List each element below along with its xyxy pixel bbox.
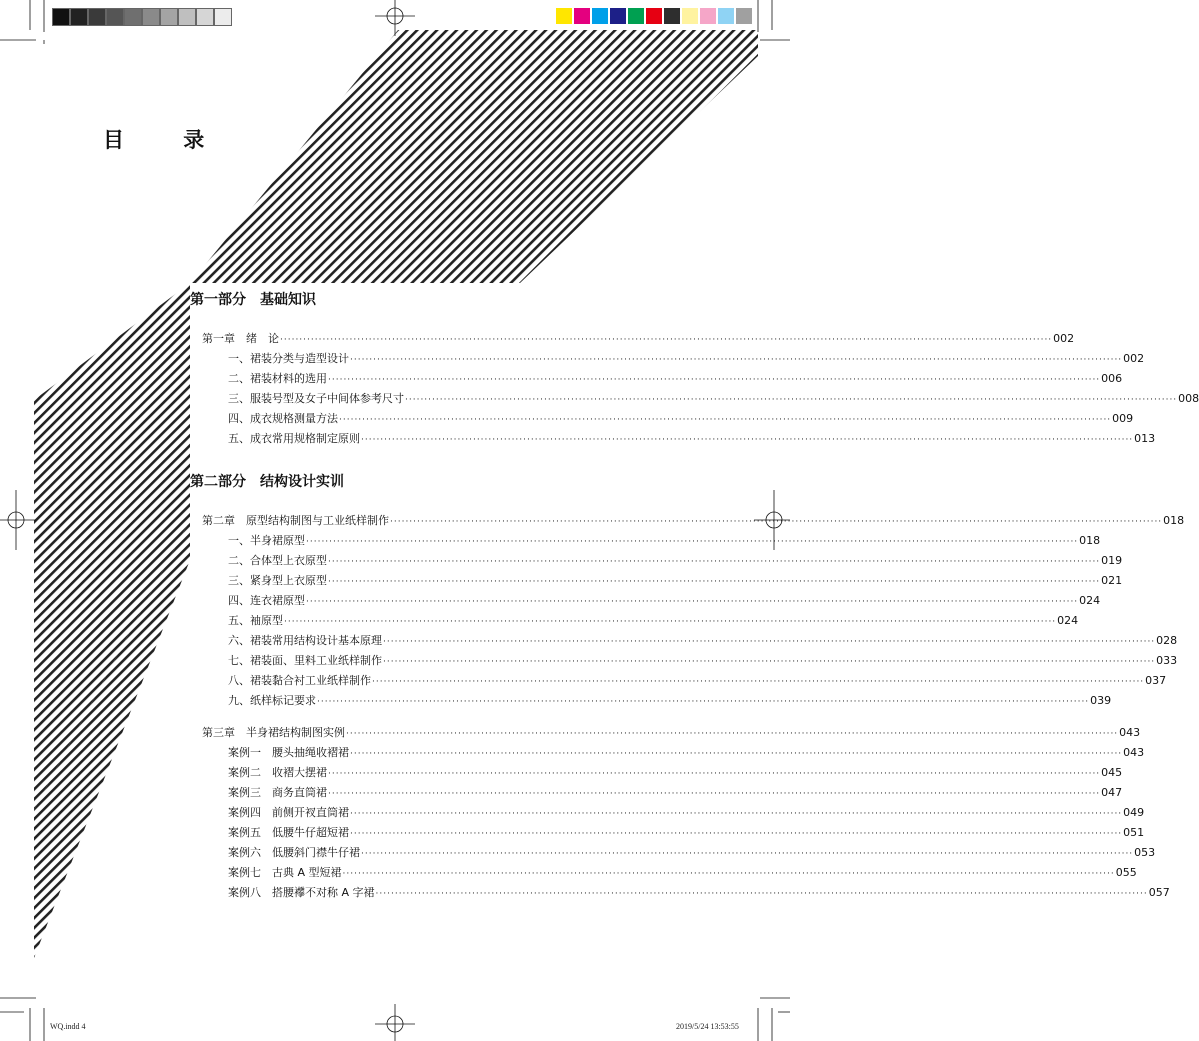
toc-item[interactable] [228,553,1123,569]
entry-page-number: 018 [1163,514,1185,527]
entry-page-number: 053 [1134,846,1156,859]
entry-label: 七、裙装面、里料工业纸样制作 [228,654,382,667]
entry-label: 四、连衣裙原型 [228,594,305,607]
entry-page-number: 047 [1101,786,1123,799]
entry-page-number: 024 [1079,594,1101,607]
entry-label: 一、半身裙原型 [228,534,305,547]
entry-label: 一、裙装分类与造型设计 [228,352,349,365]
entry-page-number: 002 [1053,332,1075,345]
hatch-upper [190,30,758,283]
gray-swatch [106,8,124,26]
toc-item[interactable] [228,765,1123,781]
process-swatch [610,8,626,24]
entry-label: 五、成衣常用规格制定原则 [228,432,360,445]
toc-item[interactable] [228,805,1145,821]
entry-page-number: 008 [1178,392,1199,405]
entry-page-number: 018 [1079,534,1101,547]
slug-timestamp: 2019/5/24 13:53:55 [676,1022,739,1031]
dot-leader: ········································································································································································································ [280,335,1053,345]
process-swatch [628,8,644,24]
entry-label: 二、合体型上衣原型 [228,554,327,567]
entry-page-number: 028 [1156,634,1178,647]
entry-page-number: 049 [1123,806,1145,819]
entry-label: 案例八 搭腰襻不对称 A 字裙 [228,886,375,899]
dot-leader: ········································································································································································································ [383,637,1156,647]
gray-swatch [214,8,232,26]
entry-label: 三、紧身型上衣原型 [228,574,327,587]
gray-swatch [196,8,214,26]
dot-leader: ········································································································································································································ [339,415,1112,425]
entry-label: 四、成衣规格测量方法 [228,412,338,425]
toc-item[interactable] [228,865,1137,881]
dot-leader: ········································································································································································································ [306,537,1079,547]
toc-item[interactable] [228,431,1156,447]
entry-page-number: 037 [1145,674,1167,687]
toc-item[interactable] [228,633,1178,649]
entry-page-number: 043 [1119,726,1141,739]
part-title: 第一部分 基础知识 [190,292,316,308]
process-swatch [592,8,608,24]
dot-leader: ········································································································································································································ [328,577,1101,587]
dot-leader: ········································································································································································································ [390,517,1163,527]
dot-leader: ········································································································································································································ [405,395,1178,405]
entry-label: 五、袖原型 [228,614,283,627]
process-swatch [664,8,680,24]
entry-page-number: 021 [1101,574,1123,587]
toc-item[interactable] [228,613,1079,629]
dot-leader: ········································································································································································································ [361,435,1134,445]
toc-item[interactable] [228,885,1170,901]
toc-item[interactable] [228,845,1156,861]
process-swatch [574,8,590,24]
entry-page-number: 043 [1123,746,1145,759]
toc-item[interactable] [228,411,1134,427]
toc-item[interactable] [228,825,1145,841]
gray-swatch [178,8,196,26]
dot-leader: ········································································································································································································ [306,597,1079,607]
process-swatch [700,8,716,24]
entry-page-number: 019 [1101,554,1123,567]
entry-label: 二、裙装材料的选用 [228,372,327,385]
entry-page-number: 055 [1115,866,1137,879]
dot-leader: ········································································································································································································ [383,657,1156,667]
dot-leader: ········································································································································································································ [346,729,1119,739]
dot-leader: ········································································································································································································ [350,355,1123,365]
dot-leader: ········································································································································································································ [317,697,1090,707]
process-swatch [646,8,662,24]
entry-label: 案例一 腰头抽绳收褶裙 [228,746,349,759]
dot-leader: ········································································································································································································ [350,829,1123,839]
dot-leader: ········································································································································································································ [328,769,1101,779]
dot-leader: ········································································································································································································ [328,789,1101,799]
chapter-entry[interactable] [202,513,1185,529]
dot-leader: ········································································································································································································ [361,849,1134,859]
page-title: 目 录 [103,128,231,152]
entry-label: 案例四 前侧开衩直筒裙 [228,806,349,819]
entry-label: 案例三 商务直筒裙 [228,786,327,799]
dot-leader: ········································································································································································································ [372,677,1145,687]
dot-leader: ········································································································································································································ [350,809,1123,819]
toc-item[interactable] [228,785,1123,801]
entry-page-number: 013 [1134,432,1156,445]
toc-item[interactable] [228,693,1112,709]
entry-page-number: 009 [1112,412,1134,425]
gray-swatch [70,8,88,26]
entry-page-number: 045 [1101,766,1123,779]
entry-page-number: 024 [1057,614,1079,627]
gray-swatch [160,8,178,26]
toc-item[interactable] [228,533,1101,549]
entry-label: 八、裙装黏合衬工业纸样制作 [228,674,371,687]
toc-item[interactable] [228,593,1101,609]
toc-item[interactable] [228,391,1199,407]
gray-swatch [88,8,106,26]
entry-label: 案例五 低腰牛仔超短裙 [228,826,349,839]
chapter-entry[interactable] [202,725,1141,741]
process-swatch [736,8,752,24]
toc-item[interactable] [228,573,1123,589]
gray-swatch [124,8,142,26]
entry-label: 六、裙装常用结构设计基本原理 [228,634,382,647]
entry-page-number: 033 [1156,654,1178,667]
entry-page-number: 051 [1123,826,1145,839]
chapter-entry[interactable] [202,331,1075,347]
process-swatch [718,8,734,24]
dot-leader: ········································································································································································································ [350,749,1123,759]
dot-leader: ········································································································································································································ [328,557,1101,567]
entry-label: 案例二 收褶大摆裙 [228,766,327,779]
dot-leader: ········································································································································································································ [375,889,1148,899]
toc-item[interactable] [228,745,1145,761]
slug-file-name: WQ.indd 4 [50,1022,86,1031]
toc-item[interactable] [228,653,1178,669]
entry-page-number: 002 [1123,352,1145,365]
entry-label: 第一章 绪 论 [202,332,279,345]
process-swatch [556,8,572,24]
entry-label: 三、服装号型及女子中间体参考尺寸 [228,392,404,405]
toc-item[interactable] [228,673,1167,689]
process-swatch [682,8,698,24]
entry-page-number: 006 [1101,372,1123,385]
dot-leader: ········································································································································································································ [342,869,1115,879]
entry-page-number: 057 [1148,886,1170,899]
part-title: 第二部分 结构设计实训 [190,474,344,490]
gray-swatch [52,8,70,26]
dot-leader: ········································································································································································································ [328,375,1101,385]
entry-label: 案例七 古典 A 型短裙 [228,866,342,879]
toc-item[interactable] [228,371,1123,387]
entry-page-number: 039 [1090,694,1112,707]
dot-leader: ········································································································································································································ [284,617,1057,627]
toc-item[interactable] [228,351,1145,367]
entry-label: 第三章 半身裙结构制图实例 [202,726,345,739]
entry-label: 九、纸样标记要求 [228,694,316,707]
entry-label: 第二章 原型结构制图与工业纸样制作 [202,514,389,527]
gray-swatch [142,8,160,26]
entry-label: 案例六 低腰斜门襟牛仔裙 [228,846,360,859]
